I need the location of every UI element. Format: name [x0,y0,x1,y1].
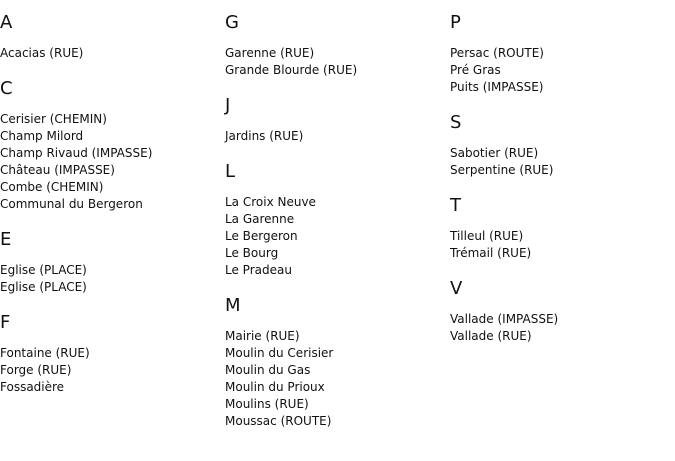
letter-heading: S [450,112,462,133]
letter-group [225,159,445,279]
street-link[interactable]: Communal du Bergeron [0,197,143,211]
letter-heading: G [225,12,239,33]
street-link[interactable]: Grande Blourde (RUE) [225,63,358,77]
street-link[interactable]: Serpentine (RUE) [450,163,554,177]
street-link[interactable]: Moulin du Prioux [225,380,325,394]
street-link[interactable]: Champ Milord [0,129,84,143]
street-link[interactable]: Le Pradeau [225,263,292,277]
letter-group [450,193,670,262]
street-column-3 [450,10,670,345]
street-link[interactable]: Acacias (RUE) [0,46,84,60]
letter-heading: A [0,12,13,33]
letter-heading: L [225,161,236,182]
street-column-1 [0,10,220,396]
letter-group [450,10,670,96]
street-link[interactable]: Forge (RUE) [0,363,72,377]
street-link[interactable]: Trémail (RUE) [450,246,532,260]
street-link[interactable]: Eglise (PLACE) [0,280,87,294]
street-link[interactable]: Champ Rivaud (IMPASSE) [0,146,153,160]
street-link[interactable]: Combe (CHEMIN) [0,180,104,194]
street-link[interactable]: La Garenne [225,212,295,226]
letter-heading: J [225,95,231,116]
street-link[interactable]: Sabotier (RUE) [450,146,539,160]
street-link[interactable]: Le Bourg [225,246,279,260]
street-list [450,311,670,345]
street-list [0,45,220,62]
street-link[interactable]: Château (IMPASSE) [0,163,115,177]
letter-heading: T [450,195,461,216]
street-link[interactable]: Moulin du Cerisier [225,346,334,360]
street-list [225,45,445,79]
street-link[interactable]: Moulins (RUE) [225,397,309,411]
street-list [450,228,670,262]
street-link[interactable]: Eglise (PLACE) [0,263,87,277]
letter-heading: E [0,229,12,250]
street-link[interactable]: Jardins (RUE) [225,129,304,143]
street-list [225,128,445,145]
letter-heading: V [450,278,463,299]
street-link[interactable]: Cerisier (CHEMIN) [0,112,107,126]
street-link[interactable]: Mairie (RUE) [225,329,300,343]
letter-heading: P [450,12,461,33]
street-link[interactable]: Fontaine (RUE) [0,346,90,360]
street-link[interactable]: Tilleul (RUE) [450,229,524,243]
street-column-2 [225,10,445,430]
street-list [225,194,445,279]
letter-group [0,10,220,62]
street-link[interactable]: Moulin du Gas [225,363,311,377]
street-list [0,111,220,213]
street-list [450,145,670,179]
letter-heading: C [0,78,13,99]
street-link[interactable]: Vallade (RUE) [450,329,532,343]
letter-group [450,110,670,179]
street-list [0,262,220,296]
street-list [450,45,670,96]
street-link[interactable]: Le Bergeron [225,229,298,243]
letter-group [0,310,220,396]
street-link[interactable]: Moussac (ROUTE) [225,414,332,428]
street-list [225,328,445,430]
letter-heading: M [225,295,241,316]
street-link[interactable]: Persac (ROUTE) [450,46,544,60]
street-link[interactable]: Garenne (RUE) [225,46,315,60]
letter-heading: F [0,312,11,333]
street-link[interactable]: La Croix Neuve [225,195,316,209]
letter-group [225,293,445,430]
letter-group [225,10,445,79]
street-link[interactable]: Vallade (IMPASSE) [450,312,559,326]
street-link[interactable]: Puits (IMPASSE) [450,80,544,94]
street-link[interactable]: Pré Gras [450,63,501,77]
letter-group [0,227,220,296]
letter-group [225,93,445,145]
street-link[interactable]: Fossadière [0,380,65,394]
street-list [0,345,220,396]
letter-group [0,76,220,213]
letter-group [450,276,670,345]
